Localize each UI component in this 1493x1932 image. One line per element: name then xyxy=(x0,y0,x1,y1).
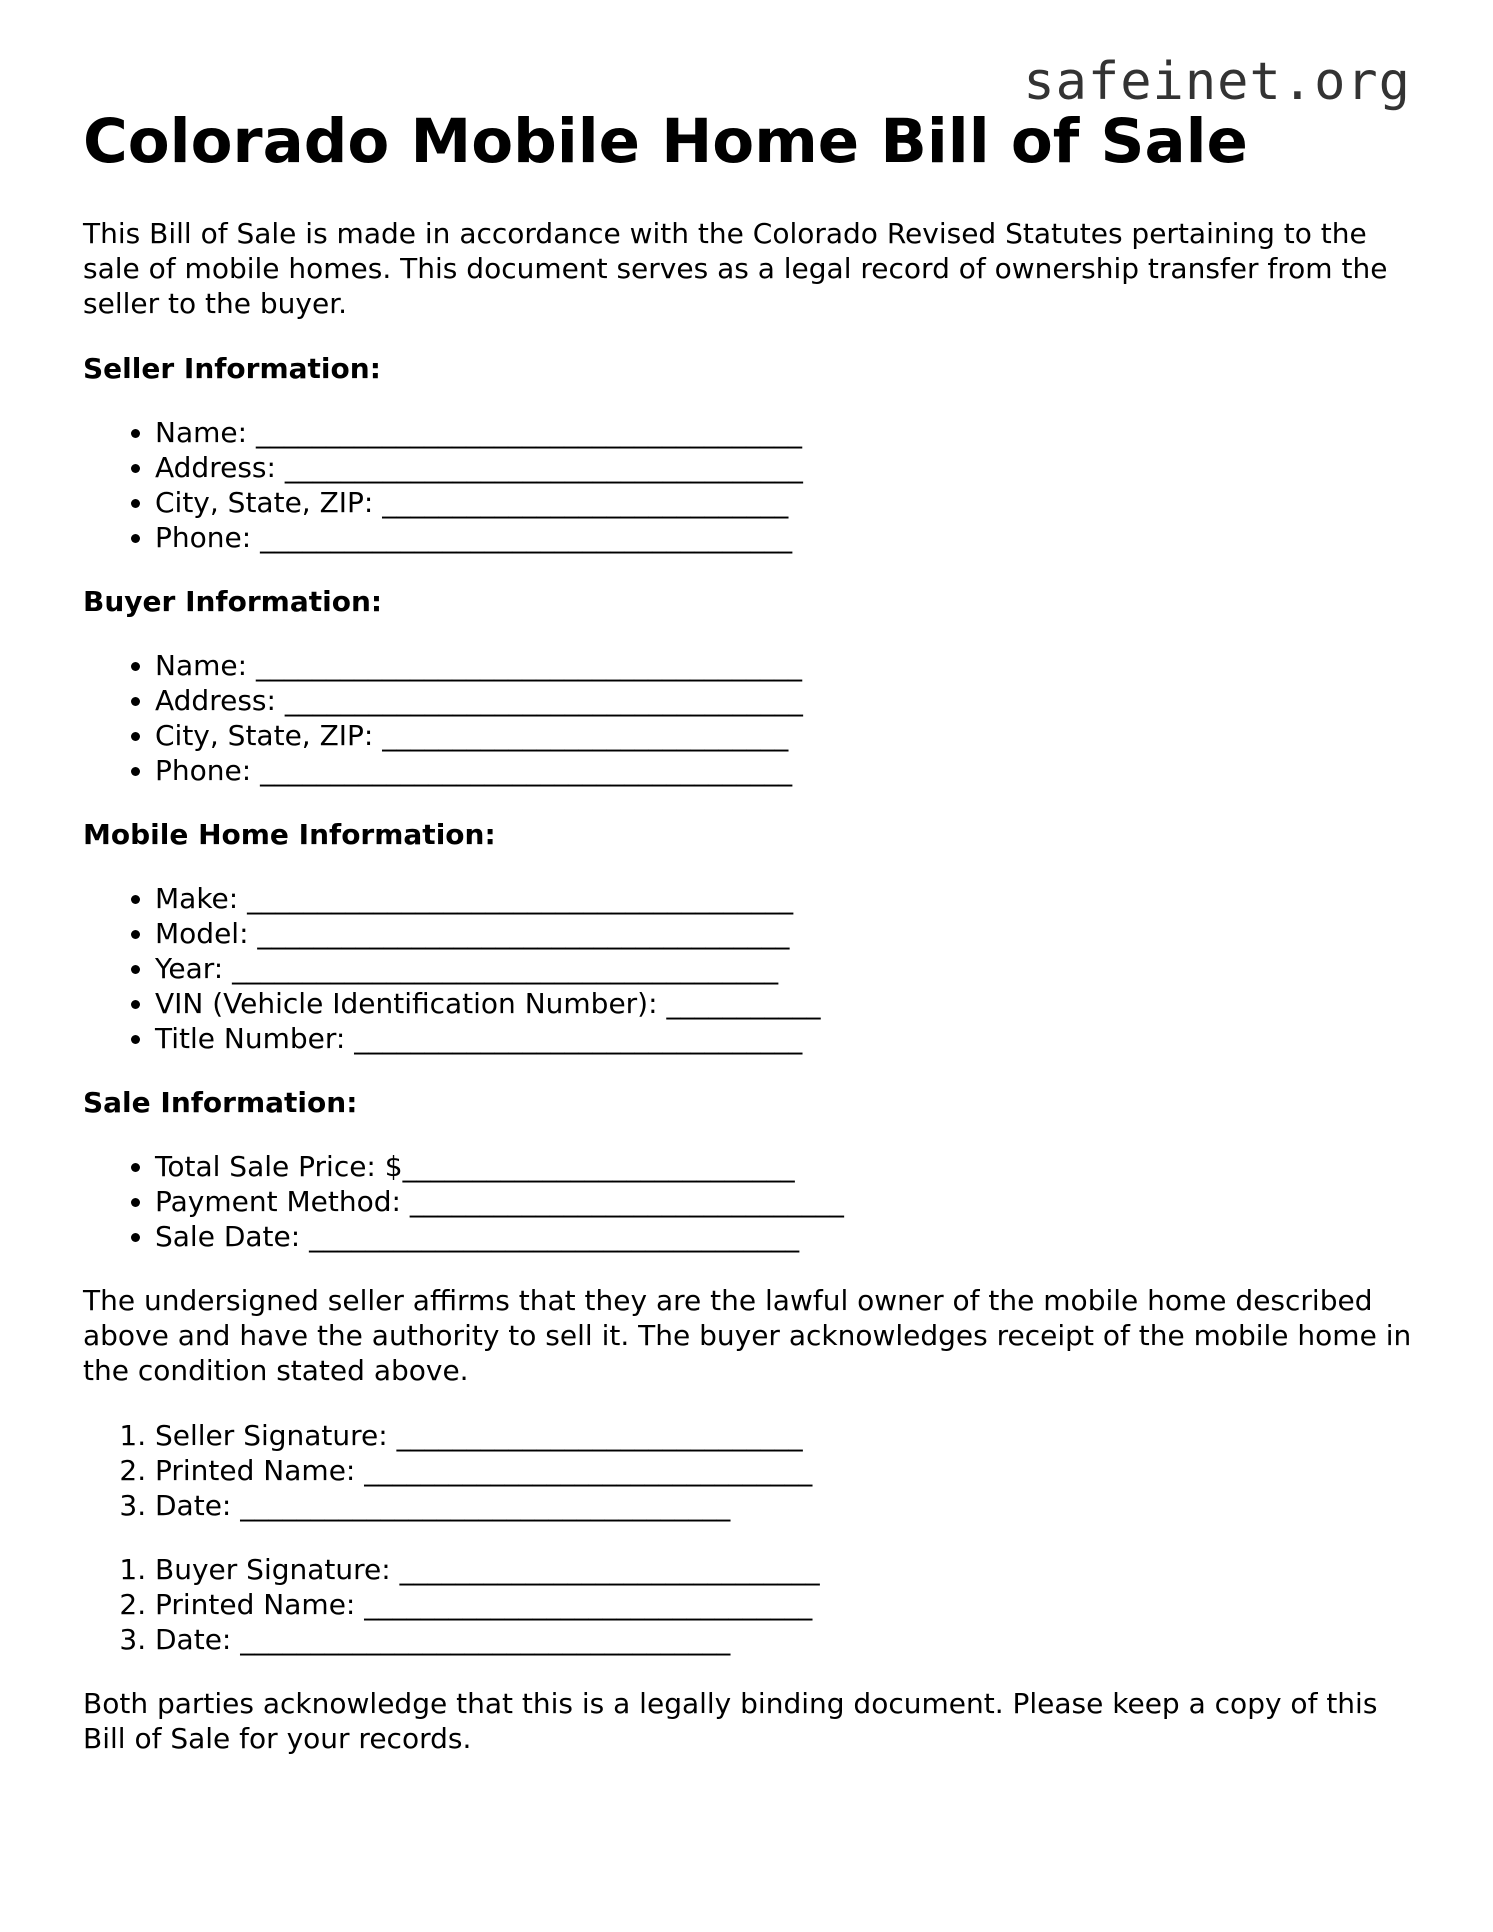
sale-section-heading: Sale Information: xyxy=(83,1086,358,1119)
buyer-section-heading: Buyer Information: xyxy=(83,585,383,618)
home-title-number-field: • Title Number: ________________________________ xyxy=(155,1021,1413,1056)
home-year-field: • Year: _______________________________________ xyxy=(155,951,1413,986)
home-vin-field: • VIN (Vehicle Identification Number): ___________ xyxy=(155,986,1413,1021)
closing-paragraph: Both parties acknowledge that this is a legally binding document. Please keep a copy of this Bill of Sale for your records. xyxy=(83,1687,1378,1755)
seller-phone-field: • Phone: ______________________________________ xyxy=(155,520,1413,555)
buyer-printed-name-field: 2. Printed Name: ________________________________ xyxy=(155,1587,1413,1622)
seller-printed-name-field: 2. Printed Name: ________________________________ xyxy=(155,1453,1413,1488)
seller-signature-field: 1. Seller Signature: _____________________________ xyxy=(155,1418,1413,1453)
seller-address-field: • Address: _____________________________________ xyxy=(155,450,1413,485)
home-section-heading: Mobile Home Information: xyxy=(83,818,496,851)
seller-signature-list xyxy=(83,1418,1413,1523)
seller-name-field: • Name: _______________________________________ xyxy=(155,415,1413,450)
document-page xyxy=(83,104,1413,1786)
seller-section-heading: Seller Information: xyxy=(83,352,381,385)
sale-date-field: • Sale Date: ___________________________________ xyxy=(155,1219,1413,1254)
buyer-signature-field: 1. Buyer Signature: ______________________________ xyxy=(155,1552,1413,1587)
buyer-info-list xyxy=(83,648,1413,788)
buyer-city-state-zip-field: • City, State, ZIP: _____________________________ xyxy=(155,718,1413,753)
buyer-name-field: • Name: _______________________________________ xyxy=(155,648,1413,683)
seller-city-state-zip-field: • City, State, ZIP: _____________________________ xyxy=(155,485,1413,520)
home-make-field: • Make: _______________________________________ xyxy=(155,881,1413,916)
sale-price-field: • Total Sale Price: $____________________________ xyxy=(155,1149,1413,1184)
intro-paragraph: This Bill of Sale is made in accordance with the Colorado Revised Statutes pertaining to the sale of mobile homes. This document serves as a legal record of ownership transfer from the seller to the buyer. xyxy=(83,217,1388,320)
payment-method-field: • Payment Method: _______________________________ xyxy=(155,1184,1413,1219)
seller-info-list xyxy=(83,415,1413,555)
buyer-phone-field: • Phone: ______________________________________ xyxy=(155,753,1413,788)
buyer-signature-list xyxy=(83,1552,1413,1657)
buyer-date-field: 3. Date: ___________________________________ xyxy=(155,1622,1413,1657)
home-info-list xyxy=(83,881,1413,1056)
watermark: safeinet.org xyxy=(1023,52,1411,112)
page-title: Colorado Mobile Home Bill of Sale xyxy=(83,106,1248,177)
sale-info-list xyxy=(83,1149,1413,1254)
buyer-address-field: • Address: _____________________________________ xyxy=(155,683,1413,718)
seller-date-field: 3. Date: ___________________________________ xyxy=(155,1488,1413,1523)
home-model-field: • Model: ______________________________________ xyxy=(155,916,1413,951)
affirmation-paragraph: The undersigned seller affirms that they are the lawful owner of the mobile home described above and have the authority to sell it. The buyer acknowledges receipt of the mobile home in the condition stated above. xyxy=(83,1284,1412,1387)
